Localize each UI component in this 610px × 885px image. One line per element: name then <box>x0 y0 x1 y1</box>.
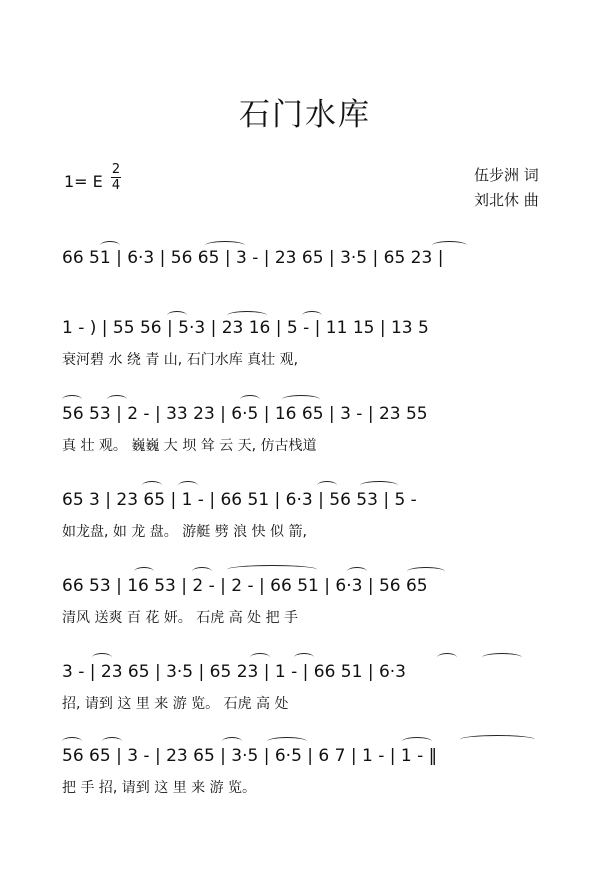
staff-line-4 <box>62 477 552 547</box>
tie-mark <box>227 565 317 574</box>
staff-notes: 56 53 | 2 - | 33 23 | 6·5 | 16 65 | 3 - | 23 55 <box>62 404 428 424</box>
staff-notes: 1 - ) | 55 56 | 5·3 | 23 16 | 5 - | 11 15 | 13 5 <box>62 318 429 338</box>
time-signature <box>110 162 122 193</box>
staff-line-7 <box>62 733 552 803</box>
key-signature: 1= E <box>64 172 103 191</box>
staff-line-3 <box>62 391 552 461</box>
staff-lyrics: 真 壮 观。 巍巍 大 坝 耸 云 天, 仿古栈道 <box>62 438 317 454</box>
staff-lyrics: 如龙盘, 如 龙 盘。 游艇 劈 浪 快 似 箭, <box>62 524 307 540</box>
staff-lyrics: 招, 请到 这 里 来 游 览。 石虎 高 处 <box>62 696 289 712</box>
staff-notes: 65 3 | 23 65 | 1 - | 66 51 | 6·3 | 56 53 | 5 - <box>62 490 417 510</box>
staff-line-5 <box>62 563 552 633</box>
staff-lyrics: 衰河碧 水 绕 青 山, 石门水库 真壮 观, <box>62 352 299 368</box>
staff-lyrics: 清风 送爽 百 花 妍。 石虎 高 处 把 手 <box>62 610 299 626</box>
slur-mark <box>482 653 522 662</box>
staff-notes: 3 - | 23 65 | 3·5 | 65 23 | 1 - | 66 51 | 6·3 <box>62 662 406 682</box>
staff-line-6 <box>62 649 552 719</box>
staff-notes: 56 65 | 3 - | 23 65 | 3·5 | 6·5 | 6 7 | 1 - | 1 - ‖ <box>62 746 438 766</box>
tie-mark <box>460 735 535 744</box>
staff-lyrics: 把 手 招, 请到 这 里 来 游 览。 <box>62 780 257 796</box>
staff-line-1 <box>62 235 552 305</box>
composer-credit: 刘北休 曲 <box>474 191 539 209</box>
staff-notes: 66 53 | 16 53 | 2 - | 2 - | 66 51 | 6·3 | 56 65 <box>62 576 428 596</box>
slur-mark <box>437 653 457 662</box>
song-title: 石门水库 <box>239 97 371 133</box>
time-signature-bottom: 4 <box>111 178 121 193</box>
staff-line-2 <box>62 305 552 375</box>
lyricist-credit: 伍步洲 词 <box>474 166 539 184</box>
staff-notes: 66 51 | 6·3 | 56 65 | 3 - | 23 65 | 3·5 | 65 23 | <box>62 248 444 268</box>
time-signature-top: 2 <box>111 162 121 177</box>
